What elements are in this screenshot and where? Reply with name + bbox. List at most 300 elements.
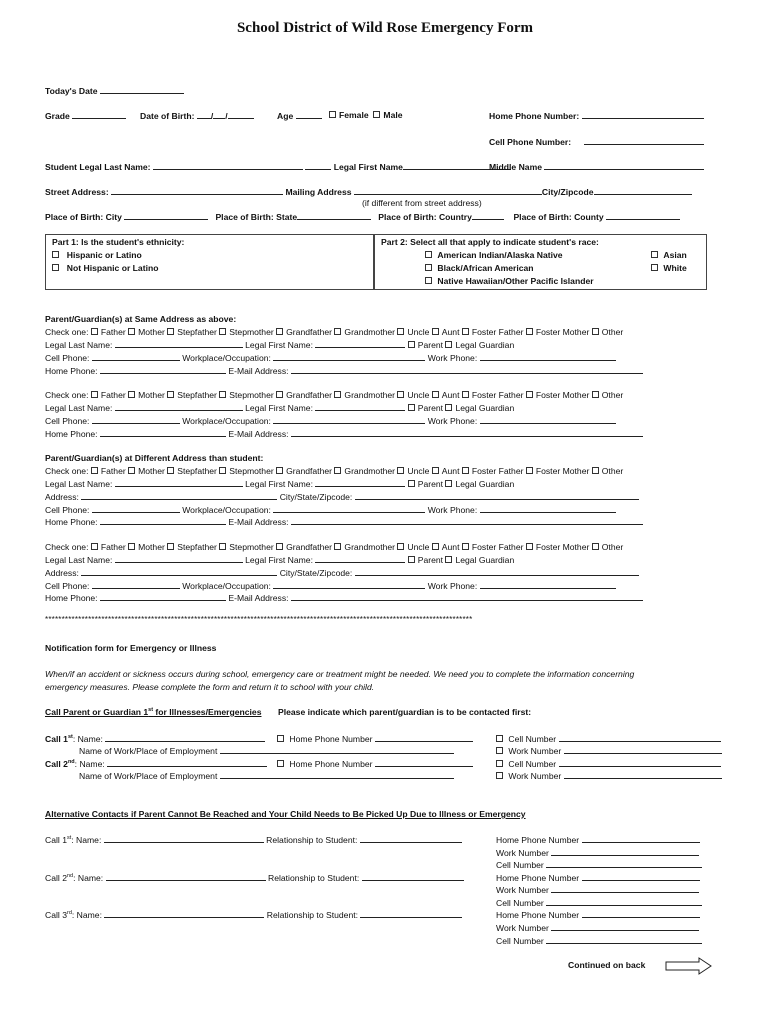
black-label: Black/African American <box>437 263 534 273</box>
address-field[interactable] <box>81 567 277 576</box>
stepmother-label: Stepmother <box>229 542 274 552</box>
legal-guardian-label: Legal Guardian <box>455 403 515 413</box>
foster-father-checkbox[interactable] <box>462 391 469 398</box>
middle-name-field[interactable] <box>544 161 704 170</box>
alt-call-3-sup: rd <box>66 910 72 917</box>
student-last-name-field-2[interactable] <box>305 161 331 170</box>
legal-last-field[interactable] <box>115 339 243 348</box>
stepfather-checkbox[interactable] <box>167 328 174 335</box>
relation-checklist <box>45 390 623 401</box>
white-checkbox[interactable] <box>651 264 658 271</box>
grandfather-checkbox[interactable] <box>276 543 283 550</box>
parent-call-1-name-field[interactable] <box>105 733 265 742</box>
notification-heading: Notification form for Emergency or Illness <box>45 643 217 653</box>
name-label: : Name: <box>72 734 103 744</box>
parent-call-1-home-row <box>277 733 473 745</box>
pob-city-field[interactable] <box>124 211 208 220</box>
other-checkbox[interactable] <box>592 543 599 550</box>
city-state-zip-field[interactable] <box>355 567 639 576</box>
mailing-note: (if different from street address) <box>362 198 482 208</box>
mother-label: Mother <box>138 542 165 552</box>
mother-checkbox[interactable] <box>128 467 135 474</box>
address-label: Address: <box>45 492 79 502</box>
relationship-label: Relationship to Student: <box>267 873 360 883</box>
parent-label: Parent <box>417 403 444 413</box>
grandfather-checkbox[interactable] <box>276 391 283 398</box>
cell-number-checkbox[interactable] <box>496 760 503 767</box>
cell-number-label: Cell Number <box>496 936 544 946</box>
foster-father-checkbox[interactable] <box>462 543 469 550</box>
cell-number-label: Cell Number <box>508 734 557 744</box>
uncle-checkbox[interactable] <box>397 328 404 335</box>
parent-call-2-worknum-row <box>496 770 722 782</box>
student-name-row <box>45 161 511 173</box>
city-zip-label: City/Zipcode <box>541 187 594 197</box>
father-label: Father <box>100 327 126 337</box>
address-label: Address: <box>45 568 79 578</box>
pob-state-field[interactable] <box>297 211 371 220</box>
cell-phone-label: Cell Phone Number: <box>489 137 572 147</box>
stepmother-checkbox[interactable] <box>219 543 226 550</box>
legal-first-field[interactable] <box>315 402 405 411</box>
work-phone-field[interactable] <box>480 504 616 513</box>
name-of-work-label: Name of Work/Place of Employment <box>79 746 218 756</box>
grandmother-label: Grandmother <box>344 327 396 337</box>
foster-father-checkbox[interactable] <box>462 328 469 335</box>
guardian-name-row <box>45 478 514 490</box>
home-phone-field[interactable] <box>582 110 704 119</box>
work-phone-field[interactable] <box>480 352 616 361</box>
parent-call-2-cell-row <box>496 758 721 770</box>
guardian-contact-row <box>45 428 643 440</box>
legal-guardian-checkbox[interactable] <box>445 480 452 487</box>
guardian-address-row <box>45 491 639 503</box>
alt-call-3-relationship-field[interactable] <box>360 909 462 918</box>
pob-state-label: Place of Birth: State <box>215 212 298 222</box>
grandmother-checkbox[interactable] <box>334 328 341 335</box>
call-2-label: Call 2 <box>45 759 68 769</box>
hispanic-option <box>52 250 142 261</box>
call-parent-heading <box>45 707 261 718</box>
grandmother-checkbox[interactable] <box>334 543 341 550</box>
grandfather-checkbox[interactable] <box>276 467 283 474</box>
home-phone-label: Home Phone: <box>45 366 98 376</box>
home-phone-label: Home Phone Number: <box>489 111 580 121</box>
grandfather-label: Grandfather <box>286 466 332 476</box>
alt-call-1-sup: st <box>66 835 72 842</box>
legal-last-label: Legal Last Name: <box>45 340 113 350</box>
parent-call-1-row <box>45 733 265 745</box>
dob-year-field[interactable] <box>228 110 254 119</box>
legal-guardian-label: Legal Guardian <box>455 555 515 565</box>
foster-mother-checkbox[interactable] <box>526 391 533 398</box>
city-zip-field[interactable] <box>594 186 692 195</box>
legal-last-field[interactable] <box>115 554 243 563</box>
city-state-zip-label: City/State/Zipcode: <box>279 568 353 578</box>
cell-number-label: Cell Number <box>496 860 544 870</box>
home-phone-checkbox[interactable] <box>277 735 284 742</box>
cell-number-field[interactable] <box>559 758 721 767</box>
home-phone-label: Home Phone: <box>45 517 98 527</box>
cell-number-field[interactable] <box>546 897 702 906</box>
guardian-address-row <box>45 567 639 579</box>
pob-country-label: Place of Birth: Country <box>378 212 472 222</box>
check-one-label: Check one: <box>45 542 89 552</box>
pob-county-label: Place of Birth: County <box>513 212 604 222</box>
work-number-label: Work Number <box>508 771 562 781</box>
work-phone-field[interactable] <box>480 415 616 424</box>
street-address-field[interactable] <box>111 186 283 195</box>
relation-checklist <box>45 327 623 338</box>
hawaiian-checkbox[interactable] <box>425 277 432 284</box>
name-label: : Name: <box>74 759 105 769</box>
mother-checkbox[interactable] <box>128 391 135 398</box>
hawaiian-label: Native Hawaiian/Other Pacific Islander <box>437 276 594 286</box>
grandmother-label: Grandmother <box>344 390 396 400</box>
parent-call-1-work-row <box>79 745 454 757</box>
other-checkbox[interactable] <box>592 391 599 398</box>
uncle-checkbox[interactable] <box>397 467 404 474</box>
aunt-label: Aunt <box>441 542 460 552</box>
home-phone-field[interactable] <box>100 365 226 374</box>
call-1-sup: st <box>67 734 73 741</box>
alt-call-1-row <box>45 834 462 846</box>
cell-number-field[interactable] <box>559 733 721 742</box>
uncle-checkbox[interactable] <box>397 543 404 550</box>
foster-mother-checkbox[interactable] <box>526 467 533 474</box>
guardian-name-row <box>45 339 514 351</box>
alt-call-3-cell-row <box>496 935 702 947</box>
white-option <box>651 263 687 274</box>
workplace-field[interactable] <box>273 352 425 361</box>
work-phone-label: Work Phone: <box>427 416 478 426</box>
home-phone-label: Home Phone: <box>45 429 98 439</box>
legal-guardian-checkbox[interactable] <box>445 556 452 563</box>
call-heading-text-2: for Illnesses/Emergencies <box>153 707 262 717</box>
guardian-contact-row <box>45 516 643 528</box>
age-row <box>277 110 322 122</box>
foster-father-checkbox[interactable] <box>462 467 469 474</box>
parent-checkbox[interactable] <box>408 404 415 411</box>
asian-option <box>651 250 687 261</box>
work-phone-field[interactable] <box>480 580 616 589</box>
dob-label: Date of Birth: <box>140 111 195 121</box>
alt-call-1-work-row <box>496 847 699 859</box>
parent-checkbox[interactable] <box>408 480 415 487</box>
foster-mother-label: Foster Mother <box>535 542 590 552</box>
parent-checkbox[interactable] <box>408 341 415 348</box>
home-phone-number-label: Home Phone Number <box>496 835 580 845</box>
call-heading-sup: st <box>148 707 154 714</box>
dob-day-field[interactable] <box>210 110 228 121</box>
work-number-field[interactable] <box>564 745 722 754</box>
workplace-label: Workplace/Occupation: <box>182 505 271 515</box>
age-field[interactable] <box>296 110 322 119</box>
name-label: : Name: <box>71 835 102 845</box>
alt-call-1-cell-row <box>496 859 702 871</box>
foster-father-label: Foster Father <box>471 542 524 552</box>
home-phone-label: Home Phone: <box>45 593 98 603</box>
workplace-label: Workplace/Occupation: <box>182 416 271 426</box>
mother-checkbox[interactable] <box>128 543 135 550</box>
guardian-phone-row <box>45 580 616 592</box>
legal-guardian-checkbox[interactable] <box>445 404 452 411</box>
cell-number-label: Cell Number <box>496 898 544 908</box>
hispanic-checkbox[interactable] <box>52 251 59 258</box>
legal-first-field[interactable] <box>315 478 405 487</box>
asian-label: Asian <box>663 250 687 260</box>
mailing-address-field[interactable] <box>354 186 542 195</box>
foster-mother-label: Foster Mother <box>535 466 590 476</box>
grade-field[interactable] <box>72 110 126 119</box>
legal-first-label: Legal First Name: <box>245 340 313 350</box>
guardian-name-row <box>45 554 514 566</box>
work-number-field[interactable] <box>551 884 699 893</box>
cell-phone-field[interactable] <box>92 580 180 589</box>
parent-call-2-home-row <box>277 758 473 770</box>
guardian-phone-row <box>45 352 616 364</box>
pob-country-field[interactable] <box>472 211 504 220</box>
cell-phone-field[interactable] <box>92 352 180 361</box>
mother-label: Mother <box>138 466 165 476</box>
home-phone-number-field[interactable] <box>582 872 700 881</box>
cell-number-checkbox[interactable] <box>496 735 503 742</box>
legal-first-label: Legal First Name: <box>245 479 313 489</box>
aunt-checkbox[interactable] <box>432 328 439 335</box>
alt-call-2-row <box>45 872 464 884</box>
legal-guardian-label: Legal Guardian <box>455 340 515 350</box>
legal-first-field[interactable] <box>315 339 405 348</box>
aunt-label: Aunt <box>441 390 460 400</box>
work-phone-label: Work Phone: <box>427 353 478 363</box>
alternative-contacts-heading: Alternative Contacts if Parent Cannot Be Reached and Your Child Needs to Be Picked Up Due to Illness or Emergency <box>45 809 526 819</box>
relationship-label: Relationship to Student: <box>266 835 358 845</box>
parent-checkbox[interactable] <box>408 556 415 563</box>
address-row <box>45 186 692 198</box>
name-label: : Name: <box>73 873 104 883</box>
foster-father-label: Foster Father <box>471 466 524 476</box>
legal-guardian-checkbox[interactable] <box>445 341 452 348</box>
hawaiian-option <box>425 276 594 287</box>
grade-row <box>45 110 126 122</box>
home-phone-number-field[interactable] <box>375 733 473 742</box>
legal-last-field[interactable] <box>115 478 243 487</box>
stepfather-checkbox[interactable] <box>167 467 174 474</box>
cell-phone-row <box>489 136 704 148</box>
name-of-work-field[interactable] <box>220 745 454 754</box>
todays-date-field[interactable] <box>100 85 184 94</box>
call-2-sup: nd <box>67 759 75 766</box>
black-option <box>425 263 534 274</box>
male-checkbox[interactable] <box>373 111 380 118</box>
alt-call-2-relationship-field[interactable] <box>362 872 464 881</box>
home-phone-field[interactable] <box>100 428 226 437</box>
email-label: E-Mail Address: <box>228 429 289 439</box>
aunt-checkbox[interactable] <box>432 543 439 550</box>
cell-number-field[interactable] <box>546 935 702 944</box>
other-label: Other <box>601 542 624 552</box>
notification-paragraph-1: When/if an accident or sickness occurs during school, emergency care or treatment might be needed. We need you to complete the information concerning <box>45 669 635 679</box>
father-checkbox[interactable] <box>91 543 98 550</box>
aunt-checkbox[interactable] <box>432 391 439 398</box>
grandfather-checkbox[interactable] <box>276 328 283 335</box>
cell-phone-label: Cell Phone: <box>45 353 90 363</box>
aunt-checkbox[interactable] <box>432 467 439 474</box>
middle-name-row <box>489 161 704 173</box>
not-hispanic-option <box>52 263 158 274</box>
legal-last-label: Legal Last Name: <box>45 479 113 489</box>
stepmother-label: Stepmother <box>229 390 274 400</box>
alt-call-2-cell-row <box>496 897 702 909</box>
father-label: Father <box>100 542 126 552</box>
guardian-contact-row <box>45 592 643 604</box>
mother-label: Mother <box>138 390 165 400</box>
work-number-field[interactable] <box>564 770 722 779</box>
parent-call-2-name-field[interactable] <box>107 758 267 767</box>
name-of-work-field[interactable] <box>220 770 454 779</box>
student-last-name-label: Student Legal Last Name: <box>45 162 151 172</box>
alt-call-3-name-field[interactable] <box>104 909 264 918</box>
legal-last-field[interactable] <box>115 402 243 411</box>
workplace-field[interactable] <box>273 504 425 513</box>
grandmother-checkbox[interactable] <box>334 467 341 474</box>
asian-checkbox[interactable] <box>651 251 658 258</box>
legal-first-field[interactable] <box>315 554 405 563</box>
foster-mother-label: Foster Mother <box>535 390 590 400</box>
father-checkbox[interactable] <box>91 391 98 398</box>
email-label: E-Mail Address: <box>228 593 289 603</box>
home-phone-number-field[interactable] <box>582 909 700 918</box>
guardian-name-row <box>45 402 514 414</box>
workplace-field[interactable] <box>273 415 425 424</box>
female-label: Female <box>339 110 369 120</box>
continued-on-back: Continued on back <box>568 960 646 970</box>
parent-label: Parent <box>417 555 444 565</box>
alt-call-1-name-field[interactable] <box>104 834 264 843</box>
home-phone-number-label: Home Phone Number <box>289 734 373 744</box>
work-number-checkbox[interactable] <box>496 747 503 754</box>
dob-month-field[interactable] <box>197 110 214 121</box>
work-number-field[interactable] <box>551 847 699 856</box>
home-phone-checkbox[interactable] <box>277 760 284 767</box>
home-phone-number-field[interactable] <box>375 758 473 767</box>
cell-number-field[interactable] <box>546 859 702 868</box>
alt-call-2-name-field[interactable] <box>106 872 266 881</box>
father-label: Father <box>100 466 126 476</box>
parent-call-1-worknum-row <box>496 745 722 757</box>
home-phone-number-label: Home Phone Number <box>496 873 580 883</box>
legal-last-label: Legal Last Name: <box>45 403 113 413</box>
pob-county-field[interactable] <box>606 211 680 220</box>
stepfather-checkbox[interactable] <box>167 391 174 398</box>
alt-call-1-relationship-field[interactable] <box>360 834 462 843</box>
work-phone-label: Work Phone: <box>427 581 478 591</box>
workplace-field[interactable] <box>273 580 425 589</box>
work-number-field[interactable] <box>551 922 699 931</box>
other-checkbox[interactable] <box>592 328 599 335</box>
student-last-name-field[interactable] <box>153 161 303 170</box>
guardian-phone-row <box>45 415 616 427</box>
father-label: Father <box>100 390 126 400</box>
email-field[interactable] <box>291 428 643 437</box>
father-checkbox[interactable] <box>91 467 98 474</box>
american-indian-checkbox[interactable] <box>425 251 432 258</box>
home-phone-row <box>489 110 704 122</box>
home-phone-number-label: Home Phone Number <box>496 910 580 920</box>
student-first-name-label: Legal First Name <box>333 162 403 172</box>
asterisk-separator: ********************************************************************************************************************************* <box>45 615 473 624</box>
female-checkbox[interactable] <box>329 111 336 118</box>
father-checkbox[interactable] <box>91 328 98 335</box>
email-field[interactable] <box>291 365 643 374</box>
work-number-checkbox[interactable] <box>496 772 503 779</box>
work-number-label: Work Number <box>508 746 562 756</box>
grandfather-label: Grandfather <box>286 327 332 337</box>
stepmother-checkbox[interactable] <box>219 328 226 335</box>
mother-checkbox[interactable] <box>128 328 135 335</box>
call-1-label: Call 1 <box>45 734 68 744</box>
email-field[interactable] <box>291 592 643 601</box>
email-label: E-Mail Address: <box>228 517 289 527</box>
alt-call-2-work-row <box>496 884 699 896</box>
workplace-label: Workplace/Occupation: <box>182 581 271 591</box>
age-label: Age <box>277 111 294 121</box>
check-one-label: Check one: <box>45 327 89 337</box>
uncle-label: Uncle <box>407 466 430 476</box>
cell-phone-field[interactable] <box>584 136 704 145</box>
foster-mother-checkbox[interactable] <box>526 543 533 550</box>
check-one-label: Check one: <box>45 466 89 476</box>
not-hispanic-checkbox[interactable] <box>52 264 59 271</box>
cell-phone-field[interactable] <box>92 504 180 513</box>
alt-call-3-home-row <box>496 909 700 921</box>
black-checkbox[interactable] <box>425 264 432 271</box>
alt-call-2-home-row <box>496 872 700 884</box>
dob-slash: / <box>225 111 228 121</box>
grandfather-label: Grandfather <box>286 542 332 552</box>
other-checkbox[interactable] <box>592 467 599 474</box>
home-phone-number-field[interactable] <box>582 834 700 843</box>
stepmother-checkbox[interactable] <box>219 391 226 398</box>
home-phone-field[interactable] <box>100 592 226 601</box>
email-field[interactable] <box>291 516 643 525</box>
uncle-checkbox[interactable] <box>397 391 404 398</box>
city-state-zip-field[interactable] <box>355 491 639 500</box>
grandmother-checkbox[interactable] <box>334 391 341 398</box>
cell-number-label: Cell Number <box>508 759 557 769</box>
stepfather-label: Stepfather <box>177 390 217 400</box>
foster-mother-checkbox[interactable] <box>526 328 533 335</box>
stepfather-label: Stepfather <box>177 327 217 337</box>
parent-label: Parent <box>417 479 444 489</box>
relation-checklist <box>45 542 623 553</box>
cell-phone-field[interactable] <box>92 415 180 424</box>
other-label: Other <box>601 327 624 337</box>
relationship-label: Relationship to Student: <box>266 910 358 920</box>
uncle-label: Uncle <box>407 390 430 400</box>
home-phone-field[interactable] <box>100 516 226 525</box>
address-field[interactable] <box>81 491 277 500</box>
grade-label: Grade <box>45 111 70 121</box>
stepmother-checkbox[interactable] <box>219 467 226 474</box>
right-arrow-icon <box>665 957 713 975</box>
stepfather-checkbox[interactable] <box>167 543 174 550</box>
place-of-birth-row <box>45 211 680 223</box>
city-state-zip-label: City/State/Zipcode: <box>279 492 353 502</box>
different-address-heading: Parent/Guardian(s) at Different Address than student: <box>45 453 264 463</box>
alt-call-3-label: Call 3 <box>45 910 67 920</box>
american-indian-option <box>425 250 563 261</box>
